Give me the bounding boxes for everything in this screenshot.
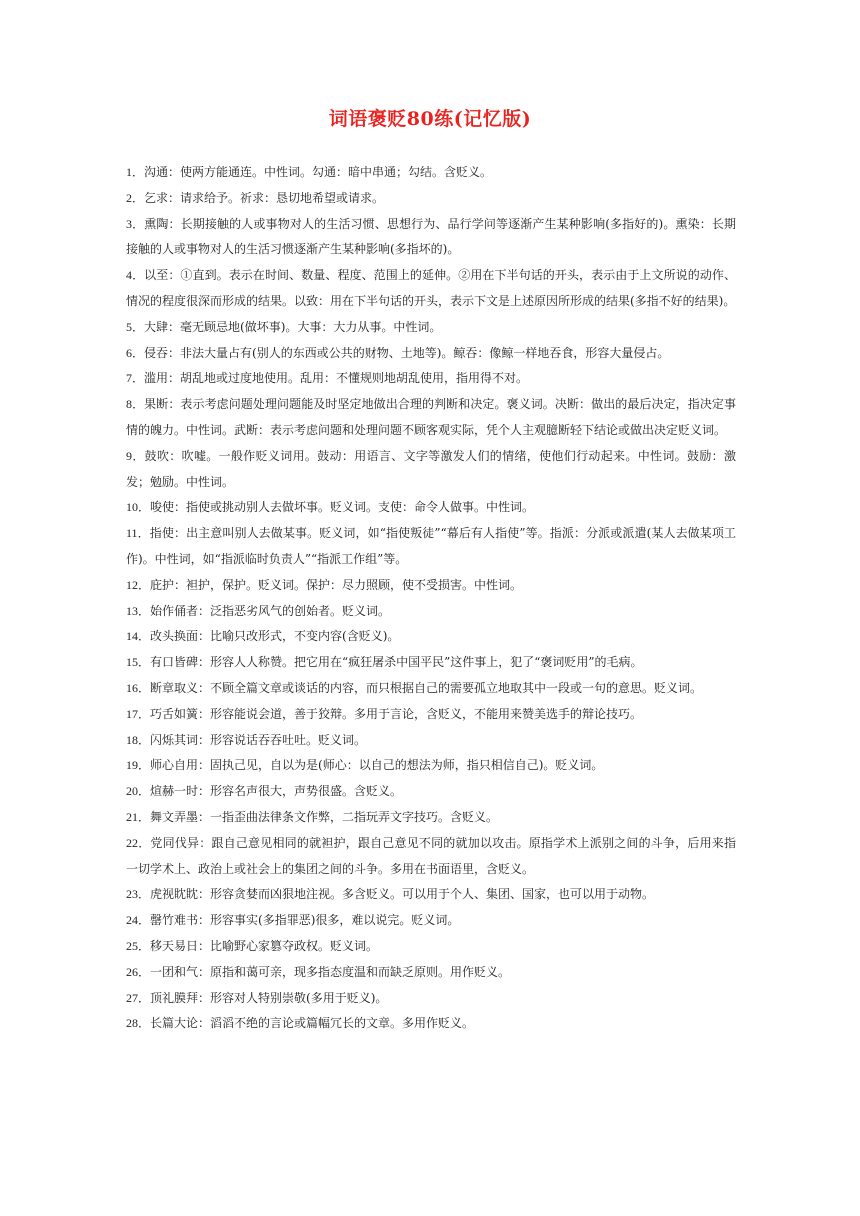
list-item xyxy=(126,212,736,264)
entry-number: 1． xyxy=(126,165,145,179)
entry-text: 果断：表示考虑问题处理问题能及时坚定地做出合理的判断和决定。褒义词。决断：做出的最后决定，指决定事情的魄力。中性词。武断：表示考虑问题和处理问题不顾客观实际，凭个人主观臆断轻下结论或做出决定贬义词。 xyxy=(126,397,736,437)
entry-text: 罄竹难书：形容事实(多指罪恶)很多，难以说完。贬义词。 xyxy=(150,913,460,928)
entry-text: 指使：出主意叫别人去做某事。贬义词，如“指使叛徒”“幕后有人指使”等。指派：分派或派遣(某人去做某项工作)。中性词，如“指派临时负责人”“指派工作组”等。 xyxy=(126,526,736,566)
list-item xyxy=(126,495,736,521)
entry-text: 师心自用：固执己见，自以为是(师心：以自己的想法为师，指只相信自己)。贬义词。 xyxy=(150,758,604,773)
list-item xyxy=(126,702,736,728)
entry-text: 一团和气：原指和蔼可亲，现多指态度温和而缺乏原则。用作贬义。 xyxy=(150,964,511,979)
list-item xyxy=(126,960,736,986)
entry-text: 闪烁其词：形容说话吞吞吐吐。贬义词。 xyxy=(150,732,367,747)
entry-text: 断章取义：不顾全篇文章或谈话的内容，而只根据自己的需要孤立地取其中一段或一句的意思。贬义词。 xyxy=(150,680,703,695)
entry-number: 18． xyxy=(126,732,151,747)
entry-number: 11． xyxy=(126,526,150,541)
entry-number: 21． xyxy=(126,809,151,824)
entry-number: 14． xyxy=(126,629,151,644)
entry-number: 24． xyxy=(126,913,151,928)
list-item xyxy=(126,341,736,367)
list-item xyxy=(126,315,736,341)
entry-number: 28． xyxy=(126,1016,151,1031)
list-item xyxy=(126,831,736,883)
entry-text: 舞文弄墨：一指歪曲法律条文作弊，二指玩弄文字技巧。含贬义。 xyxy=(150,809,499,824)
entry-text: 始作俑者：泛指恶劣风气的创始者。贬义词。 xyxy=(150,603,391,618)
entry-number: 19． xyxy=(126,758,151,773)
entry-number: 4． xyxy=(126,268,145,283)
entry-number: 22． xyxy=(126,835,151,850)
entry-number: 7． xyxy=(126,371,145,386)
list-item xyxy=(126,366,736,392)
entry-text: 以至：①直到。表示在时间、数量、程度、范围上的延伸。②用在下半句话的开头，表示由于上文所说的动作、情况的程度很深而形成的结果。以致：用在下半句话的开头，表示下文是上述原因所形成的结果(多指不好的结果)。 xyxy=(126,268,736,308)
list-item xyxy=(126,160,736,186)
list-item xyxy=(126,882,736,908)
entry-number: 26． xyxy=(126,964,151,979)
list-item xyxy=(126,624,736,650)
list-item xyxy=(126,805,736,831)
document-title: 词语褒贬80练(记忆版) xyxy=(328,108,532,130)
entry-text: 党同伐异：跟自己意见相同的就袒护，跟自己意见不同的就加以攻击。原指学术上派别之间的斗争，后用来指一切学术上、政治上或社会上的集团之间的斗争。多用在书面语里，含贬义。 xyxy=(126,835,736,876)
list-item xyxy=(126,599,736,625)
entry-number: 15． xyxy=(126,655,151,670)
entry-number: 2． xyxy=(126,190,145,205)
entry-text: 移天易日：比喻野心家篡夺政权。贬义词。 xyxy=(150,938,379,953)
entry-text: 熏陶：长期接触的人或事物对人的生活习惯、思想行为、品行学问等逐渐产生某种影响(多指好的)。熏染：长期接触的人或事物对人的生活习惯逐渐产生某种影响(多指坏的)。 xyxy=(126,216,736,257)
entry-text: 侵吞：非法大量占有(别人的东西或公共的财物、土地等)。鲸吞：像鲸一样地吞食，形容大量侵占。 xyxy=(144,345,670,360)
list-item xyxy=(126,650,736,676)
list-item xyxy=(126,728,736,754)
entry-number: 25． xyxy=(126,938,151,953)
list-item xyxy=(126,779,736,805)
entry-text: 长篇大论：滔滔不绝的言论或篇幅冗长的文章。多用作贬义。 xyxy=(150,1016,475,1031)
list-item xyxy=(126,986,736,1012)
entry-number: 6． xyxy=(126,345,145,360)
entry-number: 16． xyxy=(126,680,151,695)
entry-text: 煊赫一时：形容名声很大，声势很盛。含贬义。 xyxy=(150,784,403,799)
list-item xyxy=(126,521,736,573)
entry-number: 9． xyxy=(126,448,145,463)
entry-number: 5． xyxy=(126,319,145,334)
list-item xyxy=(126,186,736,212)
entry-text: 大肆：毫无顾忌地(做坏事)。大事：大力从事。中性词。 xyxy=(144,319,442,334)
entry-number: 13． xyxy=(126,603,151,618)
entry-number: 3． xyxy=(126,216,145,231)
entry-text: 虎视眈眈：形容贪婪而凶狠地注视。多含贬义。可以用于个人、集团、国家，也可以用于动物。 xyxy=(150,887,655,902)
entry-text: 改头换面：比喻只改形式，不变内容(含贬义)。 xyxy=(150,629,400,644)
entry-text: 沟通：使两方能通连。中性词。勾通：暗中串通；勾结。含贬义。 xyxy=(144,165,493,179)
entry-text: 巧舌如簧：形容能说会道，善于狡辩。多用于言论，含贬义，不能用来赞美选手的辩论技巧。 xyxy=(150,706,643,721)
entry-text: 滥用：胡乱地或过度地使用。乱用：不懂规则地胡乱使用，指用得不对。 xyxy=(144,371,529,386)
entry-text: 有口皆碑：形容人人称赞。把它用在“疯狂屠杀中国平民”这件事上，犯了“褒词贬用”的毛病。 xyxy=(150,655,643,670)
entry-text: 庇护：袒护，保护。贬义词。保护：尽力照顾，使不受损害。中性词。 xyxy=(150,577,523,592)
entry-number: 10． xyxy=(126,500,151,515)
entry-text: 鼓吹：吹嘘。一般作贬义词用。鼓动：用语言、文字等激发人们的情绪，使他们行动起来。中性词。鼓励：激发；勉励。中性词。 xyxy=(126,448,736,489)
entry-number: 17． xyxy=(126,706,151,721)
entry-text: 乞求：请求给予。祈求：恳切地希望或请求。 xyxy=(144,190,385,205)
entry-text: 唆使：指使或挑动别人去做坏事。贬义词。支使：命令人做事。中性词。 xyxy=(150,500,535,515)
entry-number: 20． xyxy=(126,784,151,799)
list-item xyxy=(126,444,736,496)
entry-number: 27． xyxy=(126,990,151,1005)
entry-list xyxy=(126,160,736,1037)
entry-text: 顶礼膜拜：形容对人特别崇敬(多用于贬义)。 xyxy=(150,990,388,1005)
entry-number: 12． xyxy=(126,577,151,592)
list-item xyxy=(126,753,736,779)
list-item xyxy=(126,908,736,934)
entry-number: 8． xyxy=(126,397,145,412)
list-item xyxy=(126,263,736,315)
entry-number: 23． xyxy=(126,887,151,902)
list-item xyxy=(126,1011,736,1037)
list-item xyxy=(126,934,736,960)
list-item xyxy=(126,676,736,702)
list-item xyxy=(126,392,736,444)
list-item xyxy=(126,573,736,599)
